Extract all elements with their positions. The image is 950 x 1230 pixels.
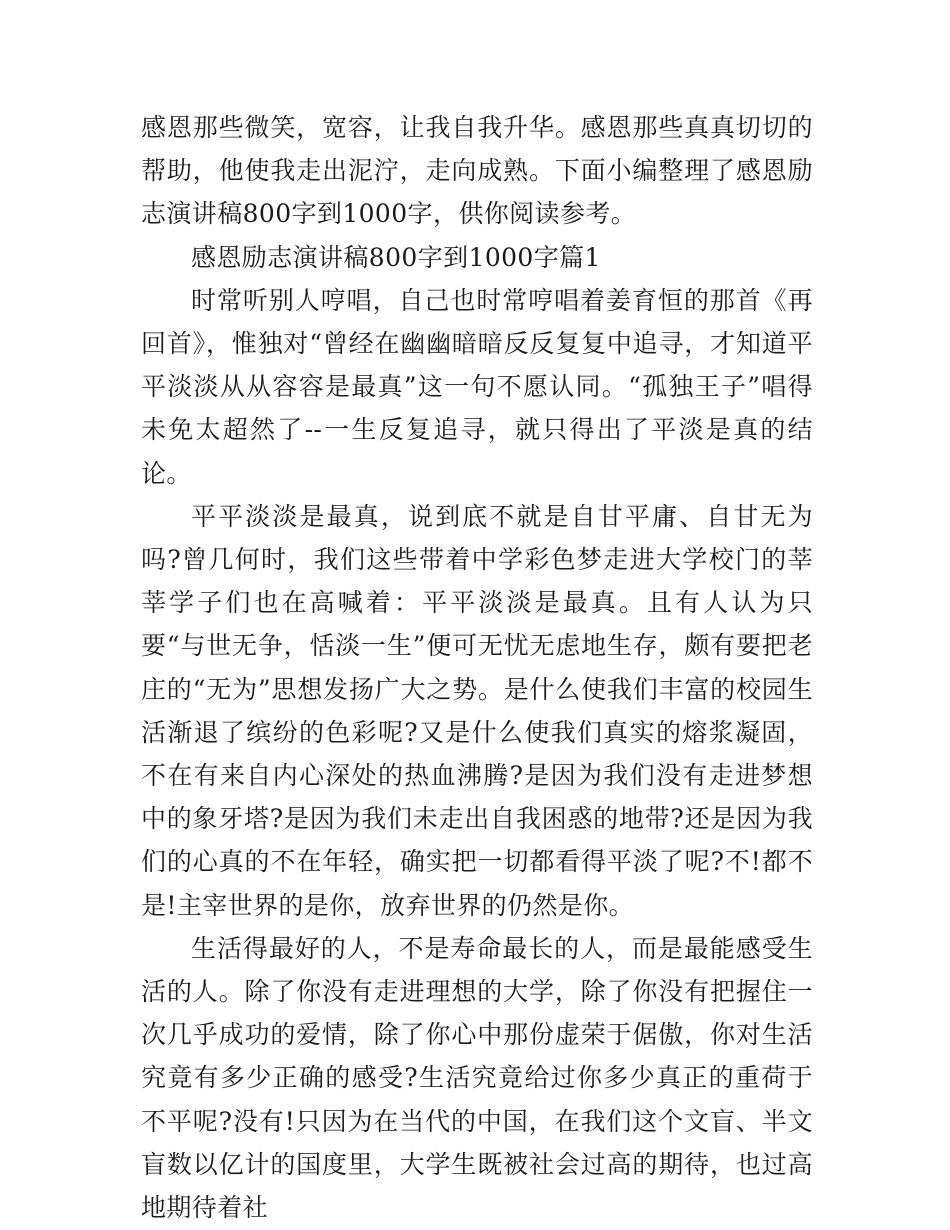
- section-heading: 感恩励志演讲稿800字到1000字篇1: [191, 242, 601, 272]
- body-text: [141, 106, 813, 1229]
- paragraph-2: 平平淡淡是最真，说到底不就是自甘平庸、自甘无为吗?曾几何时，我们这些带着中学彩色梦走进大学校门的莘莘学子们也在高喊着：平平淡淡是最真。且有人认为只要“与世无争，恬淡一生”便可无忧无虑地生存，颇有要把老庄的“无为”思想发扬广大之势。是什么使我们丰富的校园生活渐退了缤纷的色彩呢?又是什么使我们真实的熔浆凝固，不在有来自内心深处的热血沸腾?是因为我们没有走进梦想中的象牙塔?是因为我们未走出自我困惑的地带?还是因为我们的心真的不在年轻，确实把一切都看得平淡了呢?不!都不是!主宰世界的是你，放弃世界的仍然是你。: [141, 501, 813, 920]
- paragraph-1: 时常听别人哼唱，自己也时常哼唱着姜育恒的那首《再回首》，惟独对“曾经在幽幽暗暗反反复复中追寻，才知道平平淡淡从从容容是最真”这一句不愿认同。“孤独王子”唱得未免太超然了--一生反复追寻，就只得出了平淡是真的结论。: [141, 285, 813, 488]
- paragraph-3: 生活得最好的人，不是寿命最长的人，而是最能感受生活的人。除了你没有走进理想的大学，除了你没有把握住一次几乎成功的爱情，除了你心中那份虚荣于倨傲，你对生活究竟有多少正确的感受?生活究竟给过你多少真正的重荷于不平呢?没有!只因为在当代的中国，在我们这个文盲、半文盲数以亿计的国度里，大学生既被社会过高的期待，也过高地期待着社: [141, 933, 813, 1223]
- paragraph-intro: 感恩那些微笑，宽容，让我自我升华。感恩那些真真切切的帮助，他使我走出泥泞，走向成熟。下面小编整理了感恩励志演讲稿800字到1000字，供你阅读参考。: [141, 113, 813, 229]
